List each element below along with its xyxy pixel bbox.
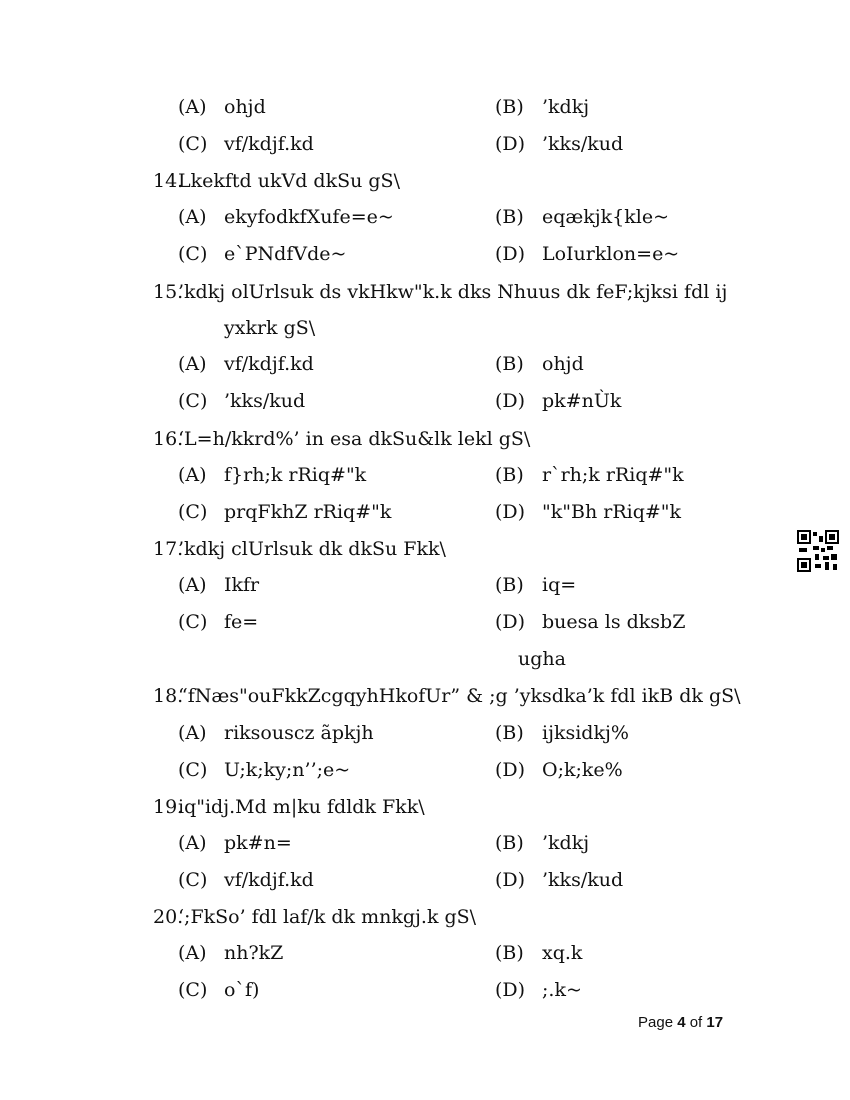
question-number: 15. bbox=[153, 281, 184, 303]
option-label: (C) bbox=[178, 759, 208, 781]
option-label: (B) bbox=[495, 353, 524, 375]
option-label: (C) bbox=[178, 869, 208, 891]
question-number: 19. bbox=[153, 796, 184, 818]
option-text: vf/kdjf.kd bbox=[224, 353, 314, 375]
option-text: ekyfodkfXufe=e~ bbox=[224, 206, 394, 228]
option-text: O;k;ke% bbox=[542, 759, 623, 781]
option-label: (B) bbox=[495, 574, 524, 596]
option-text: ijksidkj% bbox=[542, 722, 629, 744]
option-text: ’kks/kud bbox=[542, 133, 624, 155]
question-number: 18. bbox=[153, 685, 184, 707]
option-label: (A) bbox=[178, 574, 207, 596]
option-text: f}rh;k rRiq#"k bbox=[224, 464, 367, 486]
option-text: vf/kdjf.kd bbox=[224, 869, 314, 891]
option-text: "k"Bh rRiq#"k bbox=[542, 501, 682, 523]
option-text-continued: ugha bbox=[518, 648, 566, 670]
option-text: buesa ls dksbZ bbox=[542, 611, 686, 633]
qr-code-icon bbox=[797, 530, 839, 572]
question-text: Lkekftd ukVd dkSu gS\ bbox=[178, 170, 400, 192]
option-text: ;.k~ bbox=[542, 979, 582, 1001]
option-text: ’kks/kud bbox=[542, 869, 624, 891]
option-label: (C) bbox=[178, 390, 208, 412]
option-label: (B) bbox=[495, 96, 524, 118]
option-text: iq= bbox=[542, 574, 577, 596]
option-label: (D) bbox=[495, 501, 526, 523]
option-label: (A) bbox=[178, 96, 207, 118]
option-text: ’kks/kud bbox=[224, 390, 306, 412]
option-text: ’kdkj bbox=[542, 96, 590, 118]
question-number: 14. bbox=[153, 170, 184, 192]
option-text: U;k;ky;n’’;e~ bbox=[224, 759, 351, 781]
page-separator: of bbox=[685, 1014, 707, 1031]
option-text: pk#nÙk bbox=[542, 390, 622, 412]
option-text: o`f) bbox=[224, 979, 260, 1001]
option-label: (B) bbox=[495, 206, 524, 228]
option-label: (C) bbox=[178, 243, 208, 265]
option-text: nh?kZ bbox=[224, 942, 284, 964]
option-label: (D) bbox=[495, 979, 526, 1001]
question-text: ‘;FkSo’ fdl laf/k dk mnkgj.k gS\ bbox=[178, 906, 477, 928]
total-pages-number: 17 bbox=[706, 1014, 724, 1031]
option-text: r`rh;k rRiq#"k bbox=[542, 464, 684, 486]
option-label: (A) bbox=[178, 464, 207, 486]
page-label: Page bbox=[638, 1014, 678, 1031]
option-label: (A) bbox=[178, 722, 207, 744]
option-text: ohjd bbox=[542, 353, 584, 375]
option-label: (B) bbox=[495, 464, 524, 486]
option-label: (C) bbox=[178, 501, 208, 523]
option-text: xq.k bbox=[542, 942, 583, 964]
option-label: (B) bbox=[495, 832, 524, 854]
option-label: (D) bbox=[495, 243, 526, 265]
option-text: ’kdkj bbox=[542, 832, 590, 854]
question-text: “fNæs"ouFkkZcgqyhHkofUr” & ;g ’yksdka’k fdl ikB dk gS\ bbox=[178, 685, 741, 707]
question-text: ’kdkj clUrlsuk dk dkSu Fkk\ bbox=[178, 538, 446, 560]
option-label: (B) bbox=[495, 942, 524, 964]
option-text: riksouscz ãpkjh bbox=[224, 722, 374, 744]
option-label: (A) bbox=[178, 942, 207, 964]
question-number: 20. bbox=[153, 906, 184, 928]
question-text: ’kdkj olUrlsuk ds vkHkw"k.k dks Nhuus dk feF;kjksi fdl ij bbox=[178, 281, 728, 303]
option-label: (D) bbox=[495, 390, 526, 412]
option-text: fe= bbox=[224, 611, 259, 633]
option-label: (D) bbox=[495, 611, 526, 633]
option-text: eqækjk{kle~ bbox=[542, 206, 670, 228]
option-label: (C) bbox=[178, 133, 208, 155]
page-indicator bbox=[638, 1014, 723, 1031]
option-label: (D) bbox=[495, 759, 526, 781]
option-label: (A) bbox=[178, 832, 207, 854]
option-label: (B) bbox=[495, 722, 524, 744]
option-label: (C) bbox=[178, 611, 208, 633]
option-text: LoIurklon=e~ bbox=[542, 243, 680, 265]
question-number: 17. bbox=[153, 538, 184, 560]
question-text-continued: yxkrk gS\ bbox=[224, 317, 316, 339]
option-label: (D) bbox=[495, 869, 526, 891]
option-label: (A) bbox=[178, 353, 207, 375]
current-page-number: 4 bbox=[677, 1014, 686, 1031]
question-number: 16. bbox=[153, 428, 184, 450]
option-label: (A) bbox=[178, 206, 207, 228]
option-label: (D) bbox=[495, 133, 526, 155]
question-text: iq"idj.Md m|ku fdldk Fkk\ bbox=[178, 796, 425, 818]
option-text: Ikfr bbox=[224, 574, 260, 596]
option-text: pk#n= bbox=[224, 832, 292, 854]
option-text: prqFkhZ rRiq#"k bbox=[224, 501, 392, 523]
option-text: vf/kdjf.kd bbox=[224, 133, 314, 155]
question-text: ‘L=h/kkrd%’ in esa dkSu&lk lekl gS\ bbox=[178, 428, 531, 450]
option-label: (C) bbox=[178, 979, 208, 1001]
option-text: ohjd bbox=[224, 96, 266, 118]
option-text: e`PNdfVde~ bbox=[224, 243, 347, 265]
